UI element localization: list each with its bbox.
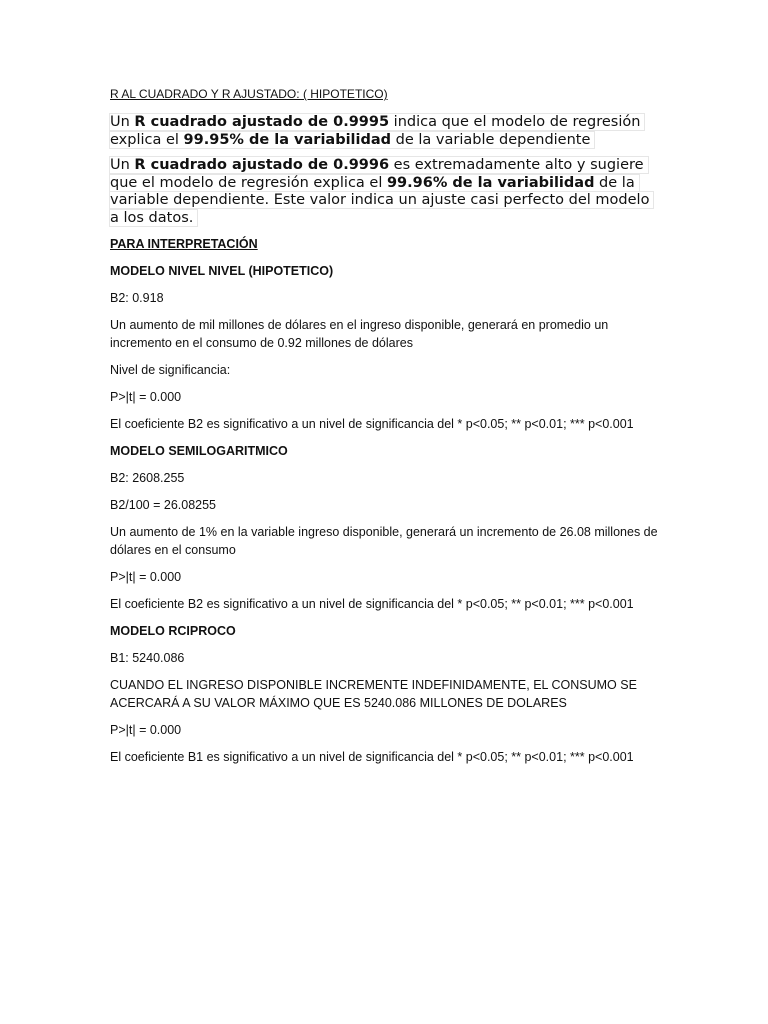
model1-interpretation: Un aumento de mil millones de dólares en el ingreso disponible, generará en promedio un incremento en el consumo de 0.92 millones de dólares (110, 318, 609, 350)
model1-b2: B2: 0.918 (110, 291, 164, 305)
model2-heading: MODELO SEMILOGARITMICO (110, 444, 288, 458)
bold-variability-1: 99.95% de la variabilidad (183, 131, 392, 148)
interpretation-heading: PARA INTERPRETACIÓN (110, 237, 258, 251)
model3-heading: MODELO RCIPROCO (110, 624, 236, 638)
highlighted-text-2: Un R cuadrado ajustado de 0.9996 es extremadamente alto y sugiere que el modelo de regresión explica el 99.96% de la variabilidad de la variable dependiente. Este valor indica un ajuste casi perfecto del modelo a los datos. (110, 157, 653, 226)
bold-r-squared-2: R cuadrado ajustado de 0.9996 (134, 157, 390, 173)
model3-b1: B1: 5240.086 (110, 651, 185, 665)
r-squared-paragraph-1 (110, 114, 660, 149)
document-title: R AL CUADRADO Y R AJUSTADO: ( HIPOTETICO) (110, 87, 388, 101)
model3-pvalue: P>|t| = 0.000 (110, 723, 182, 737)
highlighted-text-1: Un R cuadrado ajustado de 0.9995 indica que el modelo de regresión explica el 99.95% de la variabilidad de la variable dependiente (110, 114, 644, 148)
bold-variability-2: 99.96% de la variabilidad (386, 174, 595, 191)
r-squared-paragraph-2 (110, 157, 660, 227)
model3-conclusion: El coeficiente B1 es significativo a un nivel de significancia del * p<0.05; ** p<0.01; *** p<0.001 (110, 750, 634, 764)
model2-interpretation: Un aumento de 1% en la variable ingreso disponible, generará un incremento de 26.08 millones de dólares en el consumo (110, 525, 658, 557)
bold-r-squared-1: R cuadrado ajustado de 0.9995 (134, 114, 390, 130)
model1-pvalue: P>|t| = 0.000 (110, 390, 182, 404)
model2-conclusion: El coeficiente B2 es significativo a un nivel de significancia del * p<0.05; ** p<0.01; *** p<0.001 (110, 597, 634, 611)
model1-conclusion: El coeficiente B2 es significativo a un nivel de significancia del * p<0.05; ** p<0.01; *** p<0.001 (110, 417, 634, 431)
model2-b2-over-100: B2/100 = 26.08255 (110, 498, 216, 512)
model2-b2: B2: 2608.255 (110, 471, 185, 485)
model1-significance-label: Nivel de significancia: (110, 363, 231, 377)
document-page (110, 86, 660, 775)
model3-interpretation: CUANDO EL INGRESO DISPONIBLE INCREMENTE INDEFINIDAMENTE, EL CONSUMO SE ACERCARÁ A SU VALOR MÁXIMO QUE ES 5240.086 MILLONES DE DOLARES (110, 678, 637, 710)
model2-pvalue: P>|t| = 0.000 (110, 570, 182, 584)
model1-heading: MODELO NIVEL NIVEL (HIPOTETICO) (110, 264, 334, 278)
